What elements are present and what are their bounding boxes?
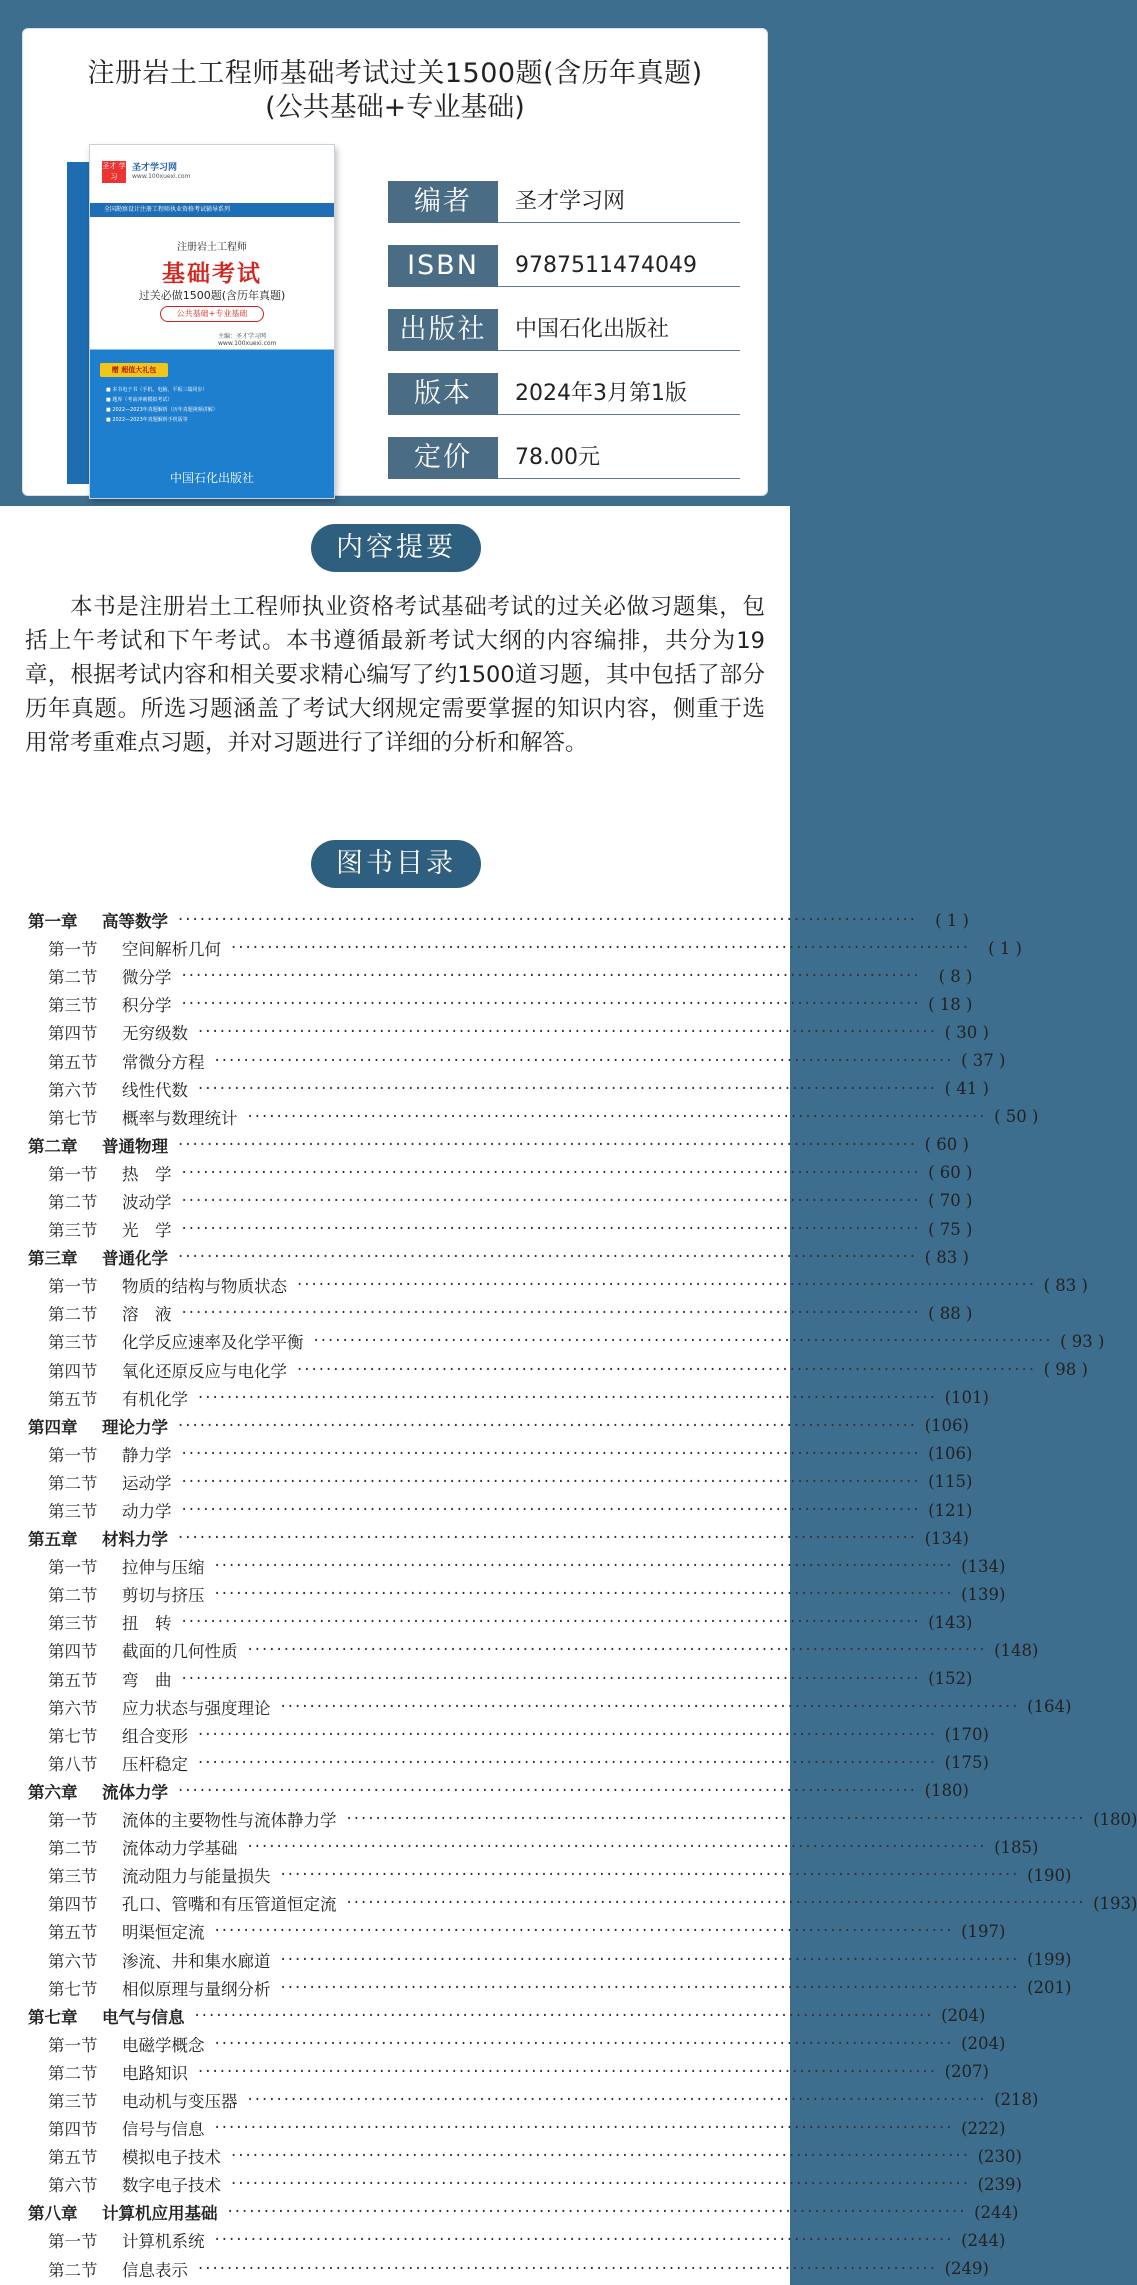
toc-leader-dots: ······································································································: [280, 1949, 1020, 1969]
toc-leader-dots: ······································································································: [178, 1247, 917, 1267]
toc-page-number: ( 70 ): [928, 1191, 973, 1211]
toc-leader-dots: ······································································································: [178, 1134, 917, 1154]
toc-leader-dots: ······································································································: [247, 1106, 987, 1126]
toc-page-number: (222): [961, 2118, 1006, 2138]
toc-number: 第六节: [48, 1698, 98, 1718]
toc-title: 有机化学: [122, 1389, 188, 1409]
toc-number: 第二节: [48, 1192, 98, 1212]
toc-page-number: (143): [928, 1612, 973, 1632]
toc-title: 空间解析几何: [122, 940, 221, 960]
info-row-isbn: [388, 245, 740, 287]
toc-section-row: [28, 1159, 973, 1187]
toc-section-row: [28, 1440, 973, 1468]
toc-title: 模拟电子技术: [122, 2148, 221, 2168]
toc-number: 第四节: [48, 1895, 98, 1915]
info-value: 2024年3月第1版: [515, 381, 687, 406]
toc-leader-dots: ······································································································: [214, 1556, 954, 1576]
toc-section-row: [28, 1075, 989, 1103]
toc-leader-dots: ······································································································: [198, 2061, 937, 2081]
toc-leader-dots: ······································································································: [198, 2258, 937, 2278]
toc-number: 第三节: [48, 1333, 98, 1353]
toc-section-row: [28, 1749, 989, 1777]
summary-heading: 内容提要: [311, 524, 481, 572]
toc-page-number: (148): [994, 1640, 1039, 1660]
toc-title: 剪切与挤压: [122, 1586, 205, 1606]
toc-page-number: (244): [961, 2230, 1006, 2250]
toc-leader-dots: ······································································································: [231, 2174, 970, 2194]
summary-text: 本书是注册岩土工程师执业资格考试基础考试的过关必做习题集，包括上午考试和下午考试。本书遵循最新考试大纲的内容编排，共分为19章，根据考试内容和相关要求精心编写了约1500道习题，其中包括了部分历年真题。所选习题涵盖了考试大纲规定需要掌握的知识内容，侧重于选用常考重难点习题，并对习题进行了详细的分析和解答。: [25, 594, 765, 756]
cover-gift-item: ■ 本书电子书（手机、电脑、平板三端同步）: [106, 387, 208, 393]
toc-leader-dots: ······································································································: [194, 2005, 934, 2025]
info-value: 中国石化出版社: [515, 317, 670, 342]
toc-title: 电磁学概念: [122, 2035, 205, 2055]
toc-section-row: [28, 1468, 973, 1496]
toc-section-row: [28, 1552, 1006, 1580]
toc-title: 运动学: [122, 1473, 172, 1493]
toc-leader-dots: ······································································································: [280, 1977, 1020, 1997]
toc-number: 第一节: [48, 1811, 98, 1831]
toc-number: 第六节: [48, 2176, 98, 2196]
info-row-price: [388, 437, 740, 479]
toc-number: 第七节: [48, 1979, 98, 1999]
toc-number: 第四节: [48, 2120, 98, 2140]
toc-leader-dots: ······································································································: [198, 1022, 937, 1042]
toc-title: 电动机与变压器: [122, 2091, 238, 2111]
toc-leader-dots: ······································································································: [247, 2089, 987, 2109]
cover-author: 主编：圣才学习网: [218, 333, 267, 340]
cover-series: 全国勘察设计注册工程师执业资格考试辅导系列: [90, 203, 334, 217]
toc-page-number: ( 83 ): [924, 1247, 969, 1267]
toc-title: 微分学: [122, 968, 172, 988]
toc-page-number: (249): [944, 2259, 989, 2279]
toc-title: 计算机应用基础: [102, 2204, 218, 2224]
toc-page-number: (239): [977, 2174, 1022, 2194]
toc-number: 第八节: [48, 1754, 98, 1774]
toc-title: 流体动力学基础: [122, 1839, 238, 1859]
toc-page-number: ( 37 ): [961, 1051, 1006, 1071]
info-label: 版本: [388, 373, 498, 415]
toc-section-row: [28, 1608, 973, 1636]
toc-leader-dots: ······································································································: [214, 1584, 954, 1604]
info-row-edition: [388, 373, 740, 415]
toc-number: 第五章: [28, 1530, 78, 1550]
toc-number: 第五节: [48, 1389, 98, 1409]
toc-section-row: [28, 1327, 1105, 1355]
toc-section-row: [28, 1018, 989, 1046]
table-of-contents: [28, 906, 1137, 2283]
toc-page-number: (204): [941, 2006, 986, 2026]
toc-leader-dots: ······································································································: [214, 2033, 954, 2053]
toc-title: 扭 转: [122, 1614, 172, 1634]
toc-number: 第二节: [48, 1839, 98, 1859]
toc-title: 渗流、井和集水廊道: [122, 1951, 271, 1971]
toc-number: 第二节: [48, 1305, 98, 1325]
toc-chapter-row: [28, 1524, 969, 1552]
toc-title: 溶 液: [122, 1305, 172, 1325]
toc-number: 第七节: [48, 1108, 98, 1128]
toc-page-number: (106): [928, 1444, 973, 1464]
toc-page-number: ( 1 ): [988, 938, 1022, 958]
cover-author-url: www.100xuexi.com: [218, 340, 277, 347]
toc-leader-dots: ······································································································: [181, 1612, 921, 1632]
toc-page-number: (134): [924, 1528, 969, 1548]
info-row-publisher: [388, 309, 740, 351]
toc-leader-dots: ······································································································: [181, 1162, 921, 1182]
book-title-line1: 注册岩土工程师基础考试过关1500题(含历年真题): [87, 58, 703, 89]
info-value: 9787511474049: [515, 253, 697, 278]
toc-title: 动力学: [122, 1502, 172, 1522]
toc-section-row: [28, 2114, 1006, 2142]
toc-title: 孔口、管嘴和有压管道恒定流: [122, 1895, 337, 1915]
toc-title: 积分学: [122, 996, 172, 1016]
toc-title: 拉伸与压缩: [122, 1558, 205, 1578]
info-row-editor: [388, 181, 740, 223]
toc-page-number: (134): [961, 1556, 1006, 1576]
toc-section-row: [28, 1889, 1137, 1917]
toc-page-number: ( 1 ): [935, 910, 969, 930]
info-label: 编者: [388, 181, 498, 223]
toc-page-number: (199): [1027, 1950, 1072, 1970]
toc-page-number: ( 41 ): [944, 1079, 989, 1099]
toc-number: 第三节: [48, 1502, 98, 1522]
toc-leader-dots: ······································································································: [198, 1078, 937, 1098]
toc-chapter-row: [28, 1131, 969, 1159]
toc-section-row: [28, 1103, 1039, 1131]
brand-logo-icon: 圣才 学习: [102, 162, 126, 181]
book-title-line2: (公共基础+专业基础): [265, 92, 525, 123]
toc-title: 常微分方程: [122, 1052, 205, 1072]
toc-page-number: ( 98 ): [1043, 1360, 1088, 1380]
info-label: 定价: [388, 437, 498, 479]
toc-title: 波动学: [122, 1192, 172, 1212]
toc-leader-dots: ······································································································: [181, 1303, 921, 1323]
toc-number: 第二节: [48, 968, 98, 988]
cover-gift-item: ■ 2022—2023年真题解析手机版等: [106, 417, 188, 423]
toc-number: 第四节: [48, 1642, 98, 1662]
toc-number: 第五节: [48, 1052, 98, 1072]
toc-number: 第一节: [48, 2035, 98, 2055]
toc-page-number: (139): [961, 1584, 1006, 1604]
toc-section-row: [28, 2142, 1022, 2170]
toc-title: 线性代数: [122, 1080, 188, 1100]
toc-number: 第三节: [48, 2091, 98, 2111]
toc-number: 第三章: [28, 1249, 78, 1269]
toc-page-number: ( 18 ): [928, 994, 973, 1014]
toc-number: 第五节: [48, 1923, 98, 1943]
toc-leader-dots: ······································································································: [247, 1640, 987, 1660]
toc-section-row: [28, 1636, 1039, 1664]
toc-section-row: [28, 1945, 1072, 1973]
toc-chapter-row: [28, 1777, 969, 1805]
toc-page-number: (193): [1093, 1893, 1137, 1913]
book-info-list: [388, 181, 740, 501]
toc-leader-dots: ······································································································: [198, 1387, 937, 1407]
cover-gift-list: [106, 385, 256, 425]
toc-leader-dots: ······································································································: [178, 910, 917, 930]
toc-section-row: [28, 1805, 1137, 1833]
toc-chapter-row: [28, 906, 969, 934]
toc-title: 数字电子技术: [122, 2176, 221, 2196]
toc-number: 第二节: [48, 1586, 98, 1606]
toc-number: 第六节: [48, 1951, 98, 1971]
toc-section-row: [28, 1356, 1088, 1384]
toc-page-number: ( 93 ): [1060, 1331, 1105, 1351]
toc-number: 第一节: [48, 1164, 98, 1184]
toc-title: 流体力学: [102, 1782, 168, 1802]
toc-section-row: [28, 1861, 1072, 1889]
info-label: ISBN: [388, 245, 498, 287]
toc-leader-dots: ······································································································: [181, 1190, 921, 1210]
toc-number: 第一节: [48, 1277, 98, 1297]
toc-number: 第一节: [48, 2232, 98, 2252]
toc-page-number: (207): [944, 2062, 989, 2082]
toc-page-number: (230): [977, 2146, 1022, 2166]
toc-section-row: [28, 2058, 989, 2086]
toc-section-row: [28, 1299, 973, 1327]
toc-page-number: ( 60 ): [928, 1163, 973, 1183]
toc-page-number: (180): [924, 1781, 969, 1801]
book-info-card: [22, 28, 768, 496]
toc-number: 第一章: [28, 912, 78, 932]
cover-gift-item: ■ 题库（考前冲刺模拟考试）: [106, 397, 173, 403]
toc-page-number: ( 50 ): [994, 1107, 1039, 1127]
toc-title: 普通化学: [102, 1249, 168, 1269]
toc-title: 信号与信息: [122, 2120, 205, 2140]
toc-page-number: ( 30 ): [944, 1022, 989, 1042]
toc-section-row: [28, 1580, 1006, 1608]
toc-section-row: [28, 2086, 1039, 2114]
toc-number: 第一节: [48, 940, 98, 960]
toc-page-number: (121): [928, 1500, 973, 1520]
toc-page-number: (180): [1093, 1809, 1137, 1829]
toc-leader-dots: ······································································································: [247, 1837, 987, 1857]
toc-number: 第一节: [48, 1558, 98, 1578]
toc-page-number: (204): [961, 2034, 1006, 2054]
toc-section-row: [28, 2030, 1006, 2058]
toc-page-number: (201): [1027, 1978, 1072, 1998]
toc-section-row: [28, 1665, 973, 1693]
toc-title: 应力状态与强度理论: [122, 1698, 271, 1718]
toc-leader-dots: ······································································································: [198, 1752, 937, 1772]
toc-number: 第七章: [28, 2007, 78, 2027]
toc-title: 热 学: [122, 1164, 172, 1184]
toc-chapter-row: [28, 2198, 1019, 2226]
toc-title: 材料力学: [102, 1530, 168, 1550]
toc-section-row: [28, 1187, 973, 1215]
toc-page-number: (175): [944, 1753, 989, 1773]
toc-title: 组合变形: [122, 1726, 188, 1746]
toc-number: 第五节: [48, 1670, 98, 1690]
toc-number: 第一节: [48, 1445, 98, 1465]
toc-chapter-row: [28, 1243, 969, 1271]
toc-number: 第四节: [48, 1361, 98, 1381]
toc-title: 理论力学: [102, 1417, 168, 1437]
toc-leader-dots: ······································································································: [214, 2230, 954, 2250]
toc-leader-dots: ······································································································: [181, 966, 921, 986]
cover-tag: 公共基础+专业基础: [160, 306, 264, 322]
toc-leader-dots: ······································································································: [198, 1724, 937, 1744]
toc-title: 压杆稳定: [122, 1754, 188, 1774]
toc-page-number: (218): [994, 2090, 1039, 2110]
toc-page-number: (170): [944, 1725, 989, 1745]
toc-page-number: (106): [924, 1416, 969, 1436]
toc-number: 第二章: [28, 1136, 78, 1156]
toc-page-number: ( 75 ): [928, 1219, 973, 1239]
toc-leader-dots: ······································································································: [297, 1359, 1036, 1379]
book-front-cover: [89, 144, 335, 499]
toc-chapter-row: [28, 1412, 969, 1440]
toc-leader-dots: ······································································································: [227, 2202, 967, 2222]
toc-title: 静力学: [122, 1445, 172, 1465]
toc-section-row: [28, 2255, 989, 2283]
toc-leader-dots: ······································································································: [313, 1331, 1053, 1351]
toc-leader-dots: ······································································································: [214, 1921, 954, 1941]
cover-line3: 过关必做1500题(含历年真题): [138, 289, 286, 302]
toc-section-row: [28, 1974, 1072, 2002]
toc-title: 物质的结构与物质状态: [122, 1277, 287, 1297]
toc-section-row: [28, 934, 1022, 962]
toc-title: 光 学: [122, 1221, 172, 1241]
toc-number: 第八章: [28, 2204, 78, 2224]
toc-leader-dots: ······································································································: [181, 994, 921, 1014]
toc-leader-dots: ······································································································: [181, 1219, 921, 1239]
info-value: 78.00元: [515, 445, 600, 470]
toc-section-row: [28, 1215, 973, 1243]
info-value: 圣才学习网: [515, 189, 626, 214]
toc-page-number: (152): [928, 1669, 973, 1689]
toc-title: 电气与信息: [102, 2007, 185, 2027]
toc-section-row: [28, 1721, 989, 1749]
toc-number: 第五节: [48, 2148, 98, 2168]
toc-leader-dots: ······································································································: [231, 938, 970, 958]
book-cover-image: [67, 144, 335, 494]
toc-page-number: (164): [1027, 1697, 1072, 1717]
toc-chapter-row: [28, 2002, 986, 2030]
toc-number: 第三节: [48, 1221, 98, 1241]
cover-url: www.100xuexi.com: [132, 173, 191, 180]
toc-heading: 图书目录: [311, 840, 481, 888]
toc-title: 相似原理与量纲分析: [122, 1979, 271, 1999]
toc-number: 第三节: [48, 996, 98, 1016]
toc-page-number: ( 83 ): [1043, 1275, 1088, 1295]
cover-subtitle: 注册岩土工程师: [177, 242, 247, 253]
toc-title: 电路知识: [122, 2063, 188, 2083]
toc-leader-dots: ······································································································: [181, 1500, 921, 1520]
toc-title: 氧化还原反应与电化学: [122, 1361, 287, 1381]
toc-section-row: [28, 2170, 1022, 2198]
toc-section-row: [28, 2226, 1006, 2254]
toc-page-number: (101): [944, 1388, 989, 1408]
toc-section-row: [28, 1496, 973, 1524]
toc-leader-dots: ······································································································: [181, 1668, 921, 1688]
toc-number: 第二节: [48, 1473, 98, 1493]
toc-number: 第六节: [48, 1080, 98, 1100]
toc-section-row: [28, 990, 973, 1018]
toc-page-number: ( 88 ): [928, 1303, 973, 1323]
toc-section-row: [28, 962, 973, 990]
toc-page-number: (197): [961, 1921, 1006, 1941]
toc-page-number: ( 8 ): [938, 966, 973, 986]
toc-number: 第二节: [48, 2063, 98, 2083]
toc-leader-dots: ······································································································: [297, 1275, 1036, 1295]
toc-leader-dots: ······································································································: [181, 1443, 921, 1463]
toc-number: 第二节: [48, 2260, 98, 2280]
toc-title: 无穷级数: [122, 1024, 188, 1044]
cover-gift-item: ■ 2022—2023年真题解析（历年真题视频讲解）: [106, 407, 218, 413]
toc-leader-dots: ······································································································: [181, 1471, 921, 1491]
toc-title: 流动阻力与能量损失: [122, 1867, 271, 1887]
toc-number: 第三节: [48, 1614, 98, 1634]
toc-title: 普通物理: [102, 1136, 168, 1156]
cover-main-title: 基础考试: [162, 261, 262, 287]
toc-number: 第四节: [48, 1024, 98, 1044]
toc-section-row: [28, 1917, 1006, 1945]
toc-title: 化学反应速率及化学平衡: [122, 1333, 304, 1353]
toc-title: 流体的主要物性与流体静力学: [122, 1811, 337, 1831]
toc-page-number: (115): [928, 1472, 973, 1492]
cover-gift-badge: 赠 超值大礼包: [100, 363, 168, 377]
info-label: 出版社: [388, 309, 498, 351]
toc-title: 明渠恒定流: [122, 1923, 205, 1943]
toc-page-number: (244): [974, 2202, 1019, 2222]
toc-leader-dots: ······································································································: [346, 1893, 1086, 1913]
toc-section-row: [28, 1833, 1039, 1861]
toc-leader-dots: ······································································································: [280, 1865, 1020, 1885]
toc-title: 计算机系统: [122, 2232, 205, 2252]
toc-section-row: [28, 1046, 1006, 1074]
toc-page-number: (190): [1027, 1865, 1072, 1885]
toc-page-number: ( 60 ): [924, 1135, 969, 1155]
toc-page-number: (185): [994, 1837, 1039, 1857]
toc-number: 第七节: [48, 1726, 98, 1746]
book-spine: [67, 162, 91, 484]
cover-publisher: 中国石化出版社: [169, 471, 254, 485]
toc-leader-dots: ······································································································: [178, 1780, 917, 1800]
cover-brand: 圣才学习网: [132, 163, 178, 173]
toc-title: 高等数学: [102, 912, 168, 932]
toc-number: 第六章: [28, 1782, 78, 1802]
toc-title: 截面的几何性质: [122, 1642, 238, 1662]
toc-title: 概率与数理统计: [122, 1108, 238, 1128]
toc-title: 弯 曲: [122, 1670, 172, 1690]
toc-number: 第四章: [28, 1417, 78, 1437]
toc-number: 第三节: [48, 1867, 98, 1887]
toc-title: 信息表示: [122, 2260, 188, 2280]
toc-leader-dots: ······································································································: [178, 1415, 917, 1435]
toc-leader-dots: ······································································································: [214, 1050, 954, 1070]
toc-section-row: [28, 1271, 1088, 1299]
toc-leader-dots: ······································································································: [346, 1809, 1086, 1829]
toc-leader-dots: ······································································································: [178, 1528, 917, 1548]
toc-leader-dots: ······································································································: [231, 2146, 970, 2166]
toc-section-row: [28, 1384, 989, 1412]
toc-leader-dots: ······································································································: [214, 2118, 954, 2138]
toc-leader-dots: ······································································································: [280, 1696, 1020, 1716]
toc-section-row: [28, 1693, 1072, 1721]
